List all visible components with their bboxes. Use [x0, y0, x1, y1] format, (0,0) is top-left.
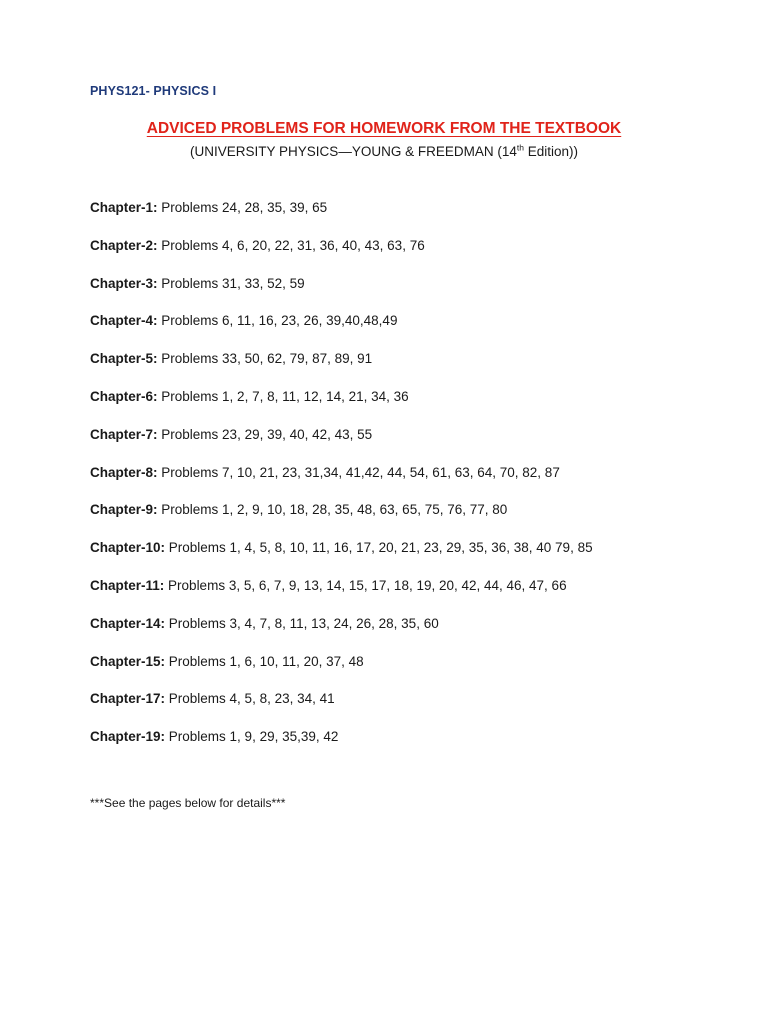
chapter-problems: Problems 31, 33, 52, 59: [161, 275, 305, 291]
chapter-label: Chapter-8:: [90, 464, 158, 480]
chapter-problems: Problems 4, 5, 8, 23, 34, 41: [168, 691, 335, 707]
chapter-item: [90, 389, 730, 427]
chapter-label: Chapter-6:: [90, 388, 158, 404]
chapter-problems: Problems 1, 2, 9, 10, 18, 28, 35, 48, 63, 65, 75, 76, 77, 80: [161, 502, 508, 518]
footer-note: ***See the pages below for details***: [90, 796, 286, 810]
chapter-problems: Problems 3, 4, 7, 8, 11, 13, 24, 26, 28, 35, 60: [168, 615, 439, 631]
chapter-problems: Problems 1, 6, 10, 11, 20, 37, 48: [168, 653, 364, 669]
chapter-item: [90, 540, 730, 578]
chapter-item: [90, 313, 730, 351]
chapter-problems: Problems 33, 50, 62, 79, 87, 89, 91: [161, 351, 373, 367]
chapter-item: [90, 578, 730, 616]
chapter-item: [90, 502, 730, 540]
chapter-item: [90, 654, 730, 692]
chapter-problems: Problems 23, 29, 39, 40, 42, 43, 55: [161, 426, 373, 442]
subheading-text-after: Edition)): [523, 144, 578, 159]
chapter-label: Chapter-9:: [90, 502, 158, 518]
chapter-item: [90, 200, 730, 238]
chapter-item: [90, 238, 730, 276]
subheading-text-before: (UNIVERSITY PHYSICS—YOUNG & FREEDMAN (14: [190, 144, 517, 159]
chapter-problems: Problems 4, 6, 20, 22, 31, 36, 40, 43, 63, 76: [161, 237, 425, 253]
chapter-item: [90, 276, 730, 314]
chapter-label: Chapter-3:: [90, 275, 158, 291]
chapter-list: [90, 200, 730, 767]
chapter-problems: Problems 3, 5, 6, 7, 9, 13, 14, 15, 17, 18, 19, 20, 42, 44, 46, 47, 66: [168, 577, 567, 593]
chapter-label: Chapter-14:: [90, 615, 166, 631]
chapter-label: Chapter-15:: [90, 653, 166, 669]
chapter-problems: Problems 7, 10, 21, 23, 31,34, 41,42, 44, 54, 61, 63, 64, 70, 82, 87: [161, 464, 560, 480]
chapter-problems: Problems 1, 2, 7, 8, 11, 12, 14, 21, 34, 36: [161, 388, 409, 404]
chapter-problems: Problems 24, 28, 35, 39, 65: [161, 200, 328, 215]
chapter-item: [90, 427, 730, 465]
course-title: PHYS121- PHYSICS I: [90, 84, 217, 98]
chapter-problems: Problems 1, 4, 5, 8, 10, 11, 16, 17, 20, 21, 23, 29, 35, 36, 38, 40 79, 85: [168, 540, 593, 556]
chapter-label: Chapter-19:: [90, 729, 166, 745]
chapter-item: [90, 351, 730, 389]
chapter-item: [90, 691, 730, 729]
chapter-label: Chapter-4:: [90, 313, 158, 329]
chapter-label: Chapter-10:: [90, 540, 166, 556]
textbook-subheading: [0, 144, 768, 159]
chapter-item: [90, 465, 730, 503]
main-heading: ADVICED PROBLEMS FOR HOMEWORK FROM THE TEXTBOOK: [146, 120, 622, 137]
chapter-label: Chapter-11:: [90, 577, 165, 593]
chapter-problems: Problems 1, 9, 29, 35,39, 42: [168, 729, 339, 745]
chapter-item: [90, 616, 730, 654]
chapter-label: Chapter-17:: [90, 691, 166, 707]
chapter-label: Chapter-2:: [90, 237, 158, 253]
chapter-label: Chapter-1:: [90, 200, 158, 215]
chapter-label: Chapter-7:: [90, 426, 158, 442]
chapter-item: [90, 729, 730, 767]
subheading-superscript: th: [516, 142, 524, 153]
chapter-problems: Problems 6, 11, 16, 23, 26, 39,40,48,49: [161, 313, 398, 329]
chapter-label: Chapter-5:: [90, 351, 158, 367]
